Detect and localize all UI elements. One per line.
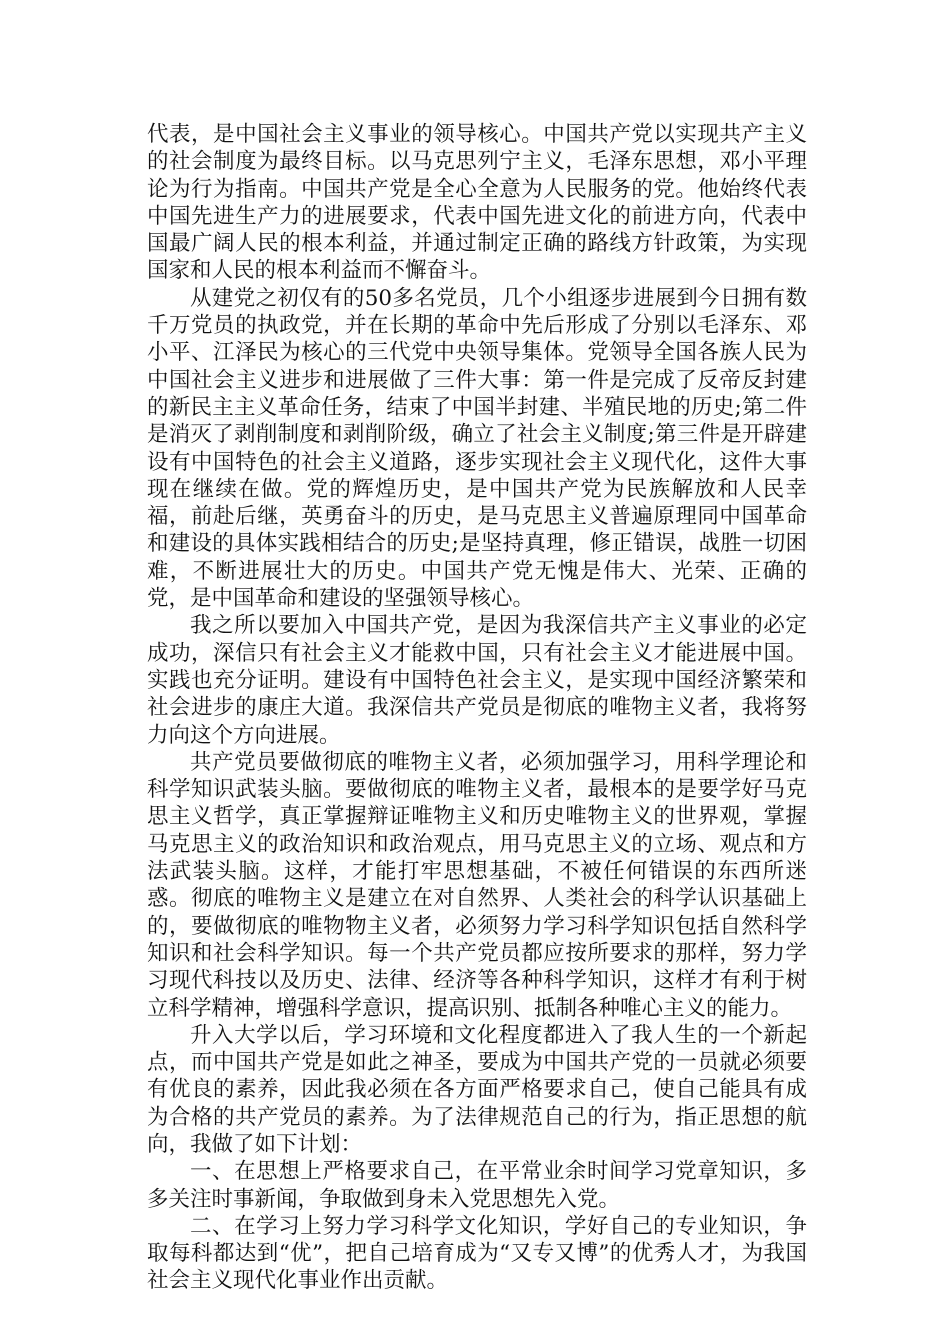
paragraph: 我之所以要加入中国共产党，是因为我深信共产主义事业的必定成功，深信只有社会主义才能救中国，只有社会主义才能进展中国。实践也充分证明。建设有中国特色社会主义，是实现中国经济繁荣和社会进步的康庄大道。我深信共产党员是彻底的唯物主义者，我将努力向这个方向进展。 bbox=[147, 613, 807, 748]
paragraph: 从建党之初仅有的50多名党员，几个小组逐步进展到今日拥有数千万党员的执政党，并在长期的革命中先后形成了分别以毛泽东、邓小平、江泽民为核心的三代党中央领导集体。党领导全国各族人民为中国社会主义进步和进展做了三件大事：第一件是完成了反帝反封建的新民主主义革命任务，结束了中国半封建、半殖民地的历史;第二件是消灭了剥削制度和剥削阶级，确立了社会主义制度;第三件是开辟建设有中国特色的社会主义道路，逐步实现社会主义现代化，这件大事现在继续在做。党的辉煌历史，是中国共产党为民族解放和人民幸福，前赴后继，英勇奋斗的历史，是马克思主义普遍原理同中国革命和建设的具体实践相结合的历史;是坚持真理，修正错误，战胜一切困难，不断进展壮大的历史。中国共产党无愧是伟大、光荣、正确的党，是中国革命和建设的坚强领导核心。 bbox=[147, 285, 807, 612]
paragraph: 共产党员要做彻底的唯物主义者，必须加强学习，用科学理论和科学知识武装头脑。要做彻底的唯物主义者，最根本的是要学好马克思主义哲学，真正掌握辩证唯物主义和历史唯物主义的世界观，掌握马克思主义的政治知识和政治观点，用马克思主义的立场、观点和方法武装头脑。这样，才能打牢思想基础，不被任何错误的东西所迷惑。彻底的唯物主义是建立在对自然界、人类社会的科学认识基础上的，要做彻底的唯物物主义者，必须努力学习科学知识包括自然科学知识和社会科学知识。每一个共产党员都应按所要求的那样，努力学习现代科技以及历史、法律、经济等各种科学知识，这样才有利于树立科学精神，增强科学意识，提高识别、抵制各种唯心主义的能力。 bbox=[147, 749, 807, 1021]
paragraph: 二、在学习上努力学习科学文化知识，学好自己的专业知识，争取每科都达到“优”，把自己培育成为“又专又博”的优秀人才，为我国社会主义现代化事业作出贡献。 bbox=[147, 1213, 807, 1294]
paragraph: 一、在思想上严格要求自己，在平常业余时间学习党章知识，多多关注时事新闻，争取做到身未入党思想先入党。 bbox=[147, 1159, 807, 1212]
paragraph: 代表，是中国社会主义事业的领导核心。中国共产党以实现共产主义的社会制度为最终目标。以马克思列宁主义，毛泽东思想，邓小平理论为行为指南。中国共产党是全心全意为人民服务的党。他始终代表中国先进生产力的进展要求，代表中国先进文化的前进方向，代表中国最广阔人民的根本利益，并通过制定正确的路线方针政策，为实现国家和人民的根本利益而不懈奋斗。 bbox=[147, 122, 807, 284]
document-page bbox=[147, 121, 807, 1295]
paragraph: 升入大学以后，学习环境和文化程度都进入了我人生的一个新起点，而中国共产党是如此之神圣，要成为中国共产党的一员就必须要有优良的素养，因此我必须在各方面严格要求自己，使自己能具有成为合格的共产党员的素养。为了法律规范自己的行为，指正思想的航向，我做了如下计划： bbox=[147, 1022, 807, 1157]
